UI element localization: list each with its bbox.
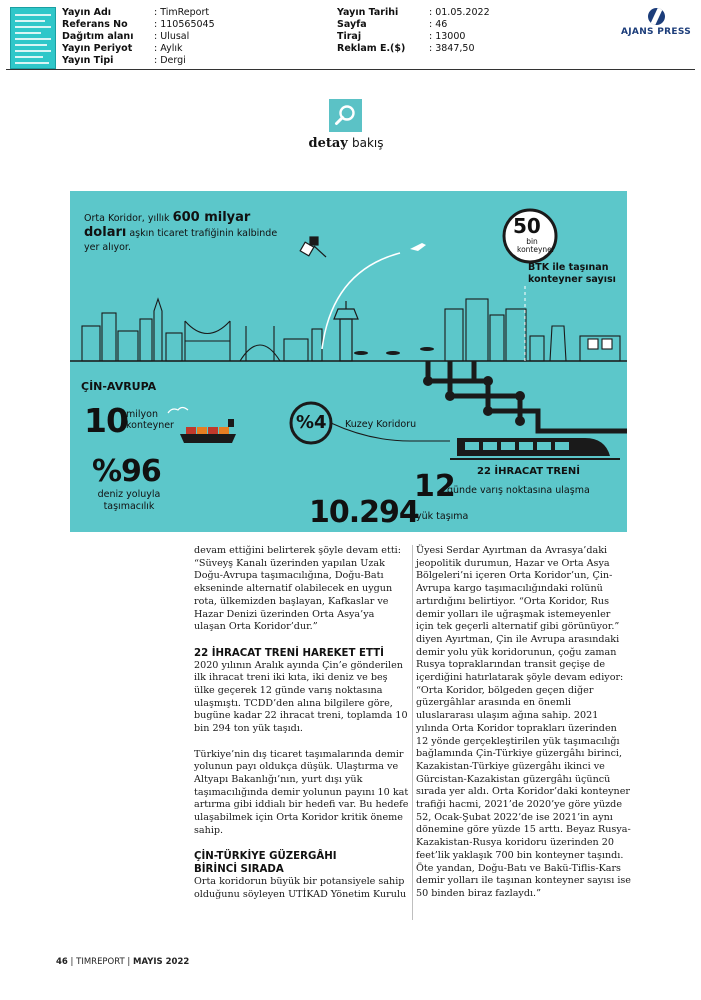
meta-row: Referans No : 110565045 <box>62 19 215 30</box>
globe-icon <box>648 8 665 25</box>
paragraph: Orta koridorun büyük bir potansiyele sahip olduğunu söyleyen UTİKAD Yönetim Kurulu <box>194 876 407 900</box>
logo-text: AJANS PRESS <box>621 27 691 37</box>
plane-icons <box>354 347 434 355</box>
magnifier-icon <box>334 104 357 127</box>
cin-avrupa-label: ÇİN-AVRUPA <box>81 380 157 393</box>
section-label <box>300 136 392 151</box>
stat-10-sub: milyon konteyner <box>126 409 174 431</box>
issue-date: MAYIS 2022 <box>133 957 190 967</box>
section-label-light: bakış <box>351 136 384 150</box>
magazine-name: TIMREPORT <box>76 957 125 967</box>
meta-row: Sayfa : 46 <box>337 19 448 30</box>
meta-row: Yayın Periyot : Aylık <box>62 43 183 54</box>
paragraph: devam ettiğini belirterek şöyle devam etti: “Süveyş Kanalı üzerinden yapılan Uzak Doğu-Avrupa taşımacılığına, Doğu-Batı ekseninde alternatif olabilecek en uygun rota, ülkemizden başlayan, Kafkaslar ve Hazar Denizi üzerinden Orta Asya’ya ulaşan Orta Koridor’dur.” <box>194 545 401 633</box>
stat-4: %4 <box>296 412 327 433</box>
meta-row: Dağıtım alanı : Ulusal <box>62 31 190 42</box>
stat-12: 12 <box>414 469 456 504</box>
train-icon <box>450 438 620 459</box>
stat-10294-sub: yük taşıma <box>416 511 469 522</box>
meta-row: Yayın Tarihi : 01.05.2022 <box>337 7 490 18</box>
clipping-header <box>6 4 696 70</box>
paragraph: 2020 yılının Aralık ayında Çin’e gönderilen ilk ihracat treni iki kıta, iki deniz ve beş ülke geçerek 12 günde varış noktasına ulaşmıştı. TCDD’den alına bilgilere göre, bugüne kadar 22 ihracat treni, toplamda 10 bin 294 ton yük taşıdı. <box>194 659 408 735</box>
istanbul-skyline <box>82 299 322 361</box>
page-footer: 46 | TIMREPORT | MAYIS 2022 <box>56 957 190 967</box>
plane-icon <box>410 243 426 251</box>
meta-row: Reklam E.($) : 3847,50 <box>337 43 475 54</box>
paragraph: Türkiye’nin dış ticaret taşımalarında demir yolunun payı oldukça düşük. Ulaştırma ve Altyapı Bakanlığı’nın, yurt dışı yük taşımacılığında demir yolunun payını 10 kat artırma gibi iddialı bir hedefi var. Bu hedefe ulaşabilmek için Orta Koridor kritik öneme sahip. <box>194 748 409 836</box>
stat-12-sub: günde varış noktasına ulaşma <box>447 485 590 496</box>
kuzey-label: Kuzey Koridoru <box>345 419 417 430</box>
meta-row: Yayın Tipi : Dergi <box>62 55 186 66</box>
btk-label: BTK ile taşınan konteyner sayısı <box>528 262 616 285</box>
meta-left <box>62 7 215 67</box>
meta-row: Tiraj : 13000 <box>337 31 466 42</box>
stat-96-sub: deniz yoluyla taşımacılık <box>97 489 161 512</box>
stat-10: 10 <box>84 401 128 440</box>
stat-96: %96 <box>92 454 161 489</box>
page-number: 46 <box>56 957 68 967</box>
section-magnifier-icon <box>329 99 362 132</box>
header-divider <box>6 69 695 70</box>
article-column-left <box>194 545 409 902</box>
stat-50-sub: bin konteyner <box>517 237 555 254</box>
intro-text: Orta Koridor, yıllık 600 milyar doları aşkın ticaret trafiğinin kalbinde yer alıyor. <box>84 210 278 253</box>
flight-path <box>322 253 400 349</box>
subheading: ÇİN-TÜRKİYE GÜZERGÂHI BİRİNCİ SIRADA <box>194 851 337 876</box>
control-tower <box>334 301 358 361</box>
subheading: 22 İHRACAT TRENİ HAREKET ETTİ <box>194 647 384 659</box>
infographic <box>70 191 627 532</box>
page-thumbnail[interactable] <box>10 7 56 69</box>
city-right <box>445 299 620 361</box>
ajans-press-logo <box>620 8 692 37</box>
paragraph: Üyesi Serdar Ayırtman da Avrasya’daki jeopolitik durumun, Hazar ve Orta Asya Bölgeleri’ni içeren Orta Koridor’un, Çin-Avrupa kargo taşımacılığındaki rolünü artırdığını belirtiyor. “Orta Koridor, Rus demir yolları ile uğraşmak istemeyenler için tek geçerli alternatif gibi görünüyor.” diyen Ayırtman, Çin ile Avrupa arasındaki demir yolu yük koridorunun, çoğu zaman Rusya topraklarından transit geçişe de içerdiğini hatırlatarak şöyle devam ediyor: “Orta Koridor, bölgeden geçen diğer güzergâhlar arasında en önemli uluslararası ulaşım ağına sahip. 2021 yılında Orta Koridor toprakları üzerinden 12 yönde gerçekleştirilen yük taşımacılığı bağlamında Çin-Türkiye güzergâhı birinci, Kazakistan-Türkiye güzergâhı ikinci ve Gürcistan-Kazakistan güzergâhı üçüncü sırada yer aldı. Orta Koridor’daki konteyner trafiği hacmi, 2021’de 2020’ye göre yüzde 52, Ocak-Şubat 2022’de ise 2021’in aynı dönemine göre yüzde 15 arttı. Beyaz Rusya-Kazakistan-Rusya koridoru üzerinden 20 feet’lik yaklaşık 700 bin konteyner taşındı. Öte yandan, Doğu-Batı ve Bakü-Tiflis-Kars demir yolları ile taşınan konteyner sayısı ise 50 binden biraz fazlaydı.” <box>416 545 631 899</box>
train-label: 22 İHRACAT TRENİ <box>477 466 580 477</box>
satellite-icon <box>300 237 326 257</box>
section-label-bold: detay <box>308 136 348 151</box>
stat-10294: 10.294 <box>309 495 419 530</box>
column-divider <box>412 545 413 920</box>
meta-row: Yayın Adı : TimReport <box>62 7 210 18</box>
article-column-right <box>416 545 631 901</box>
rail-network <box>428 361 627 431</box>
meta-right <box>337 7 490 55</box>
stat-50: 50 <box>513 214 541 238</box>
